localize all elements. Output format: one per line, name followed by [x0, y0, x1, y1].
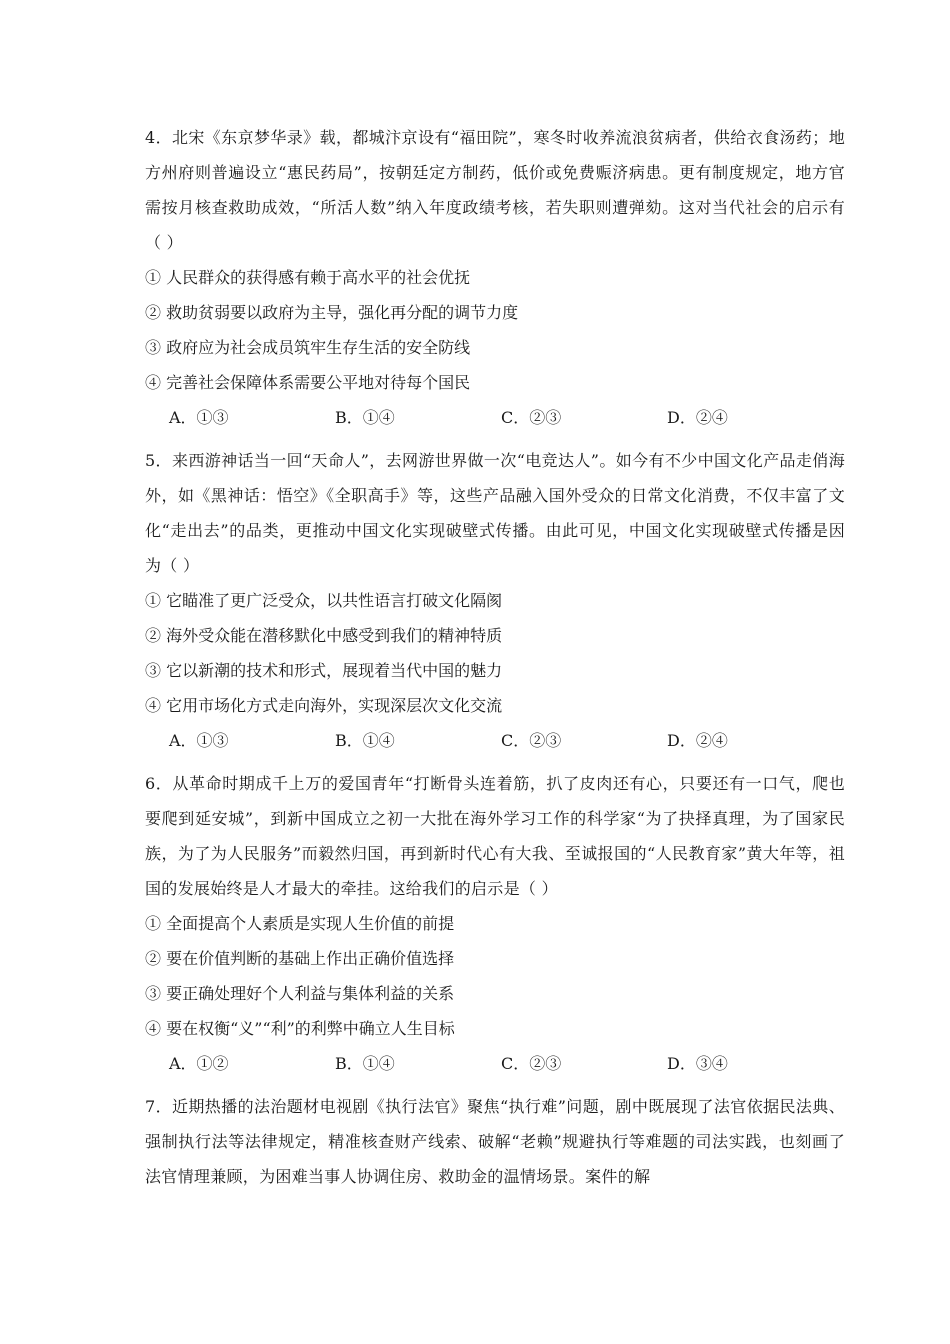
- question-4: [145, 120, 845, 435]
- option-2: ② 海外受众能在潜移默化中感受到我们的精神特质: [145, 626, 503, 645]
- option-3: ③ 它以新潮的技术和形式，展现着当代中国的魅力: [145, 661, 503, 680]
- answer-choices: [145, 723, 845, 758]
- choice-a[interactable]: A．①③: [169, 408, 229, 427]
- option-1: ① 全面提高个人素质是实现人生价值的前提: [145, 914, 455, 933]
- choice-d[interactable]: D．③④: [667, 1054, 728, 1073]
- option-2: ② 救助贫弱要以政府为主导，强化再分配的调节力度: [145, 303, 519, 322]
- option-1: ① 它瞄准了更广泛受众，以共性语言打破文化隔阂: [145, 591, 503, 610]
- question-5: [145, 443, 845, 758]
- option-4: ④ 它用市场化方式走向海外，实现深层次文化交流: [145, 696, 503, 715]
- question-stem: 7．近期热播的法治题材电视剧《执行法官》聚焦“执行难”问题，剧中既展现了法官依据民法典、强制执行法等法律规定，精准核查财产线索、破解“老赖”规避执行等难题的司法实践，也刻画了法官情理兼顾，为困难当事人协调住房、救助金的温情场景。案件的解: [145, 1097, 845, 1186]
- choice-b[interactable]: B．①④: [335, 1054, 395, 1073]
- choice-b[interactable]: B．①④: [335, 408, 395, 427]
- option-4: ④ 完善社会保障体系需要公平地对待每个国民: [145, 373, 471, 392]
- choice-c[interactable]: C．②③: [501, 408, 562, 427]
- choice-b[interactable]: B．①④: [335, 731, 395, 750]
- answer-choices: [145, 400, 845, 435]
- option-4: ④ 要在权衡“义”“利”的利弊中确立人生目标: [145, 1019, 455, 1038]
- option-1: ① 人民群众的获得感有赖于高水平的社会优抚: [145, 268, 471, 287]
- option-3: ③ 政府应为社会成员筑牢生存生活的安全防线: [145, 338, 471, 357]
- option-2: ② 要在价值判断的基础上作出正确价值选择: [145, 949, 455, 968]
- answer-choices: [145, 1046, 845, 1081]
- question-stem: 5．来西游神话当一回“天命人”，去网游世界做一次“电竞达人”。如今有不少中国文化产品走俏海外，如《黑神话：悟空》《全职高手》等，这些产品融入国外受众的日常文化消费，不仅丰富了文化“走出去”的品类，更推动中国文化实现破壁式传播。由此可见，中国文化实现破壁式传播是因为（ ）: [145, 451, 845, 575]
- choice-d[interactable]: D．②④: [667, 731, 728, 750]
- question-6: [145, 766, 845, 1081]
- choice-c[interactable]: C．②③: [501, 731, 562, 750]
- question-stem: 6．从革命时期成千上万的爱国青年“打断骨头连着筋，扒了皮肉还有心，只要还有一口气，爬也要爬到延安城”，到新中国成立之初一大批在海外学习工作的科学家“为了抉择真理，为了国家民族，为了为人民服务”而毅然归国，再到新时代心有大我、至诚报国的“人民教育家”黄大年等，祖国的发展始终是人才最大的牵挂。这给我们的启示是（ ）: [145, 774, 845, 898]
- question-7: [145, 1089, 845, 1194]
- option-3: ③ 要正确处理好个人利益与集体利益的关系: [145, 984, 455, 1003]
- choice-d[interactable]: D．②④: [667, 408, 728, 427]
- question-stem: 4．北宋《东京梦华录》载，都城汴京设有“福田院”，寒冬时收养流浪贫病者，供给衣食汤药；地方州府则普遍设立“惠民药局”，按朝廷定方制药，低价或免费赈济病患。更有制度规定，地方官需按月核查救助成效，“所活人数”纳入年度政绩考核，若失职则遭弹劾。这对当代社会的启示有（ ）: [145, 128, 845, 252]
- choice-c[interactable]: C．②③: [501, 1054, 562, 1073]
- choice-a[interactable]: A．①②: [169, 1054, 229, 1073]
- choice-a[interactable]: A．①③: [169, 731, 229, 750]
